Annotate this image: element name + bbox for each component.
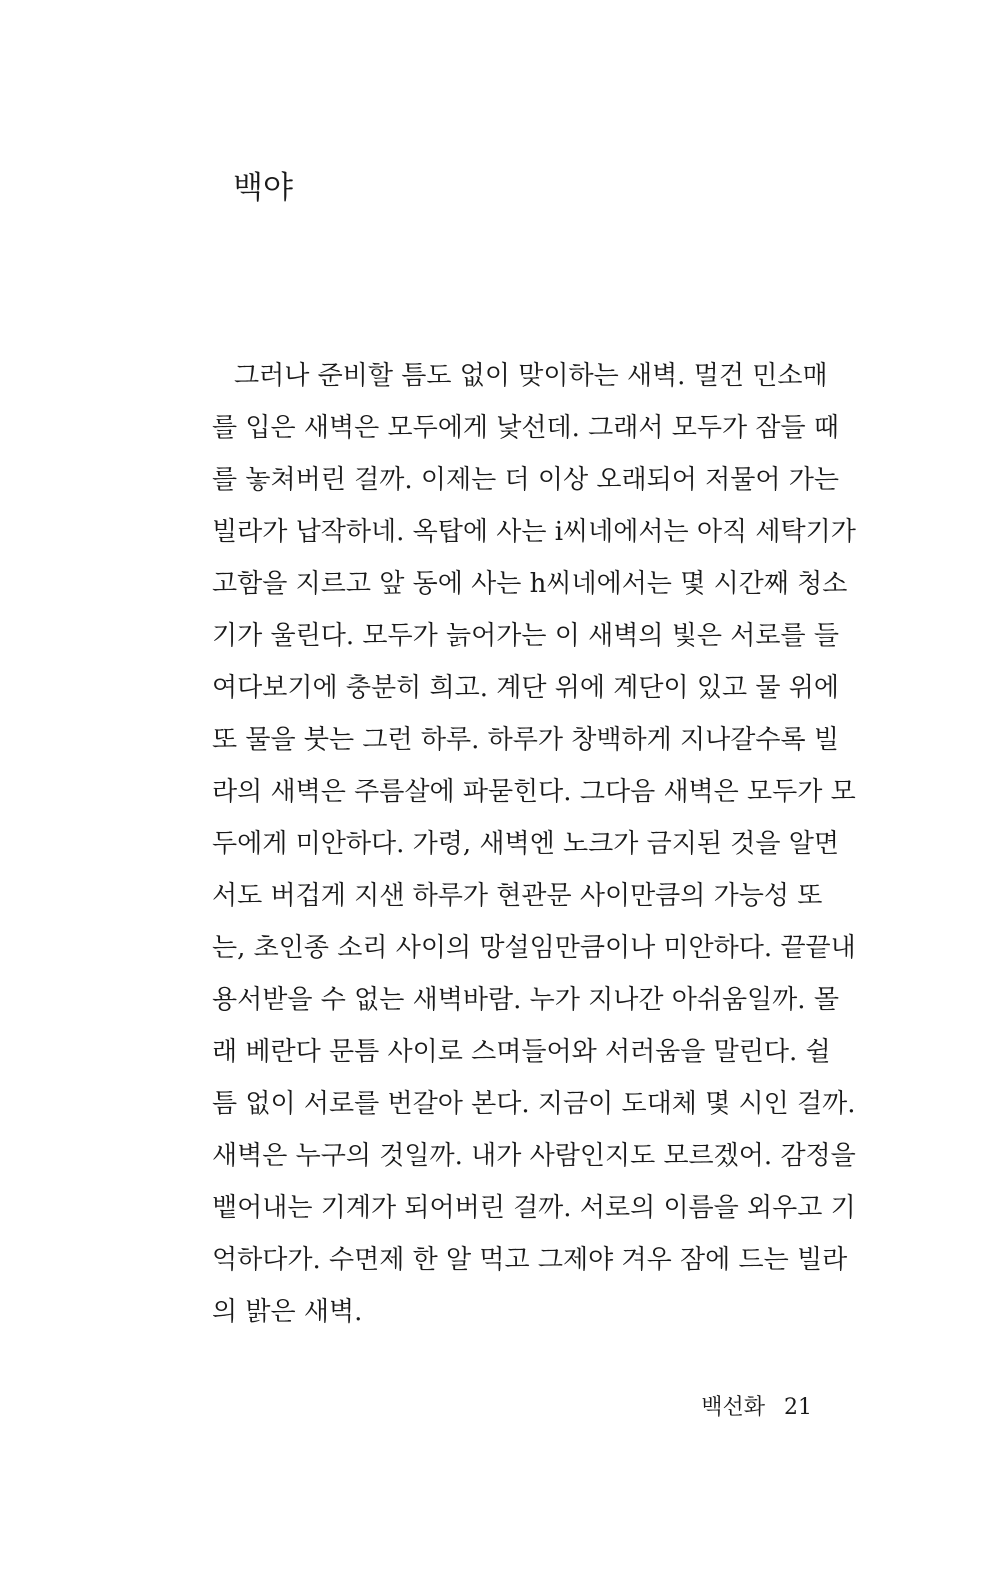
poem-line: 빌라가 납작하네. 옥탑에 사는 i씨네에서는 아직 세탁기가 (212, 517, 856, 547)
poem-line: 뱉어내는 기계가 되어버린 걸까. 서로의 이름을 외우고 기 (212, 1193, 856, 1223)
poem-line: 그러나 준비할 틈도 없이 맞이하는 새벽. 멀건 민소매 (234, 361, 828, 391)
poem-line: 는, 초인종 소리 사이의 망설임만큼이나 미안하다. 끝끝내 (212, 933, 856, 963)
footer-book-title: 백선화 (701, 1395, 765, 1420)
poem-line: 용서받을 수 없는 새벽바람. 누가 지나간 아쉬움일까. 몰 (212, 985, 839, 1015)
poem-line: 의 밝은 새벽. (212, 1297, 363, 1327)
poem-line: 기가 울린다. 모두가 늙어가는 이 새벽의 빛은 서로를 들 (212, 621, 839, 651)
poem-line: 고함을 지르고 앞 동에 사는 h씨네에서는 몇 시간째 청소 (212, 569, 848, 599)
poem-line: 틈 없이 서로를 번갈아 본다. 지금이 도대체 몇 시인 걸까. (212, 1089, 856, 1119)
poem-line: 또 물을 붓는 그런 하루. 하루가 창백하게 지나갈수록 빌 (212, 725, 839, 755)
poem-line: 래 베란다 문틈 사이로 스며들어와 서러움을 말린다. 쉴 (212, 1037, 831, 1067)
poem-line: 서도 버겁게 지샌 하루가 현관문 사이만큼의 가능성 또 (212, 881, 823, 911)
poem-line: 라의 새벽은 주름살에 파묻힌다. 그다음 새벽은 모두가 모 (212, 777, 856, 807)
page-number: 21 (784, 1395, 812, 1420)
poem-title: 백야 (233, 170, 293, 206)
poem-line: 를 입은 새벽은 모두에게 낯선데. 그래서 모두가 잠들 때 (212, 413, 839, 443)
poem-line: 여다보기에 충분히 희고. 계단 위에 계단이 있고 물 위에 (212, 673, 839, 703)
poem-line: 를 놓쳐버린 걸까. 이제는 더 이상 오래되어 저물어 가는 (212, 465, 839, 495)
page-footer (701, 1393, 812, 1423)
poem-line: 억하다가. 수면제 한 알 먹고 그제야 겨우 잠에 드는 빌라 (212, 1245, 848, 1275)
poem-line: 두에게 미안하다. 가령, 새벽엔 노크가 금지된 것을 알면 (212, 829, 839, 859)
poem-body (212, 350, 856, 1338)
poem-line: 새벽은 누구의 것일까. 내가 사람인지도 모르겠어. 감정을 (212, 1141, 856, 1171)
